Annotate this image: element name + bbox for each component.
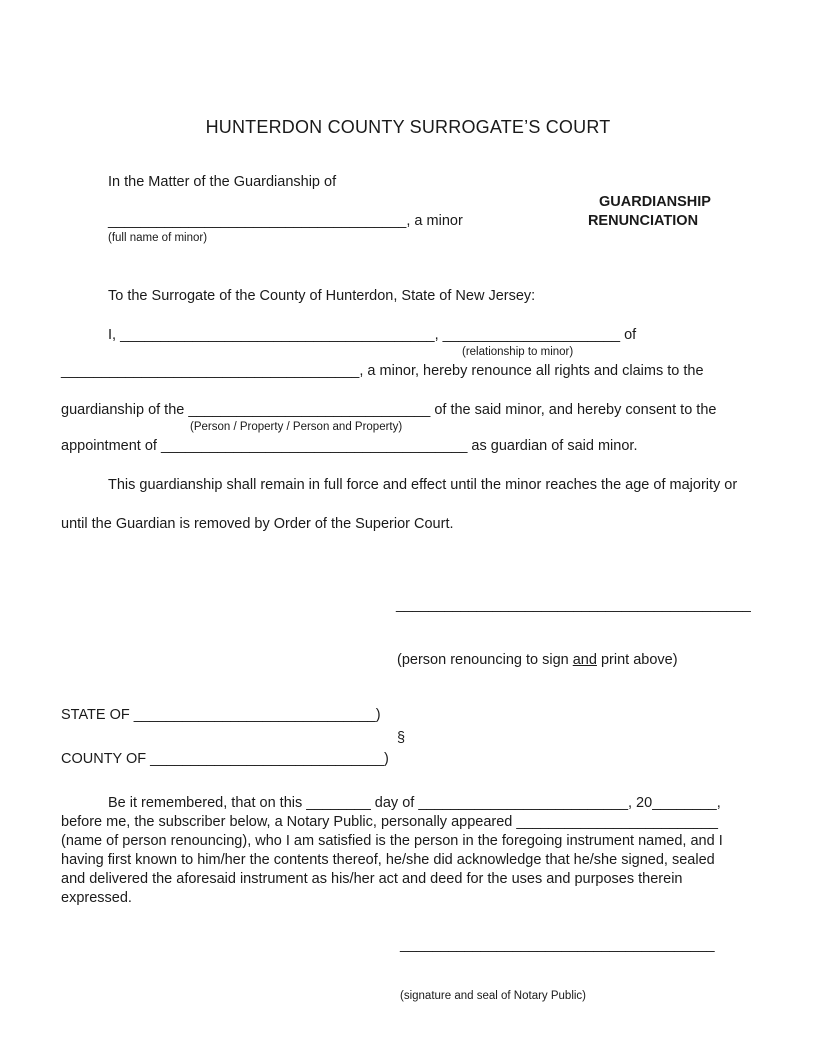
signature-caption bbox=[397, 653, 678, 668]
notary-signature-caption: (signature and seal of Notary Public) bbox=[400, 990, 587, 1002]
matter-intro: In the Matter of the Guardianship of bbox=[108, 174, 337, 190]
notary-paragraph-rest: before me, the subscriber below, a Notary Public, personally appeared _________________________ (name of person renouncing), who I am satisfied is the person in the foregoing instrument named, and I having first known to him/her the contents thereof, he/she did acknowledge that he/she signed, sealed and delivered the aforesaid instrument as his/her act and deed for the uses and purposes therein expressed. bbox=[61, 814, 723, 906]
full-force-line2: until the Guardian is removed by Order of the Superior Court. bbox=[61, 516, 454, 532]
notary-paragraph-line1[interactable]: Be it remembered, that on this ________ day of __________________________, 20________, bbox=[108, 795, 721, 811]
signature-caption-and: and bbox=[572, 652, 597, 668]
signature-caption-after: print above) bbox=[596, 652, 678, 668]
minor-name-line[interactable]: _____________________________________, a minor bbox=[108, 213, 463, 229]
notary-paragraph bbox=[61, 794, 741, 908]
form-title-line2: RENUNCIATION bbox=[587, 213, 699, 229]
guardianship-type-line[interactable]: guardianship of the ______________________________ of the said minor, and hereby consent to the bbox=[61, 402, 717, 418]
section-symbol: § bbox=[397, 730, 406, 746]
relationship-caption: (relationship to minor) bbox=[462, 346, 574, 358]
minor-name-caption: (full name of minor) bbox=[108, 232, 208, 244]
renouncer-name-line[interactable]: I, _______________________________________, ______________________ of bbox=[108, 327, 637, 343]
appointment-line[interactable]: appointment of ______________________________________ as guardian of said minor. bbox=[61, 438, 638, 454]
full-force-line1: This guardianship shall remain in full force and effect until the minor reaches the age of majority or bbox=[108, 477, 738, 493]
person-property-caption: (Person / Property / Person and Property) bbox=[190, 421, 403, 433]
signature-caption-before: (person renouncing to sign bbox=[397, 652, 573, 668]
to-surrogate-line: To the Surrogate of the County of Hunterdon, State of New Jersey: bbox=[108, 288, 536, 304]
form-title-line1: GUARDIANSHIP bbox=[599, 194, 711, 210]
state-of-line[interactable]: STATE OF ______________________________) bbox=[61, 707, 381, 723]
renouncer-signature-line[interactable]: ____________________________________________ bbox=[396, 597, 751, 613]
court-title: HUNTERDON COUNTY SURROGATE’S COURT bbox=[205, 117, 611, 137]
notary-signature-line[interactable]: _______________________________________ bbox=[400, 937, 715, 953]
county-of-line[interactable]: COUNTY OF _____________________________) bbox=[61, 751, 389, 767]
minor-renounce-line[interactable]: _____________________________________, a minor, hereby renounce all rights and claims to the bbox=[61, 363, 704, 379]
